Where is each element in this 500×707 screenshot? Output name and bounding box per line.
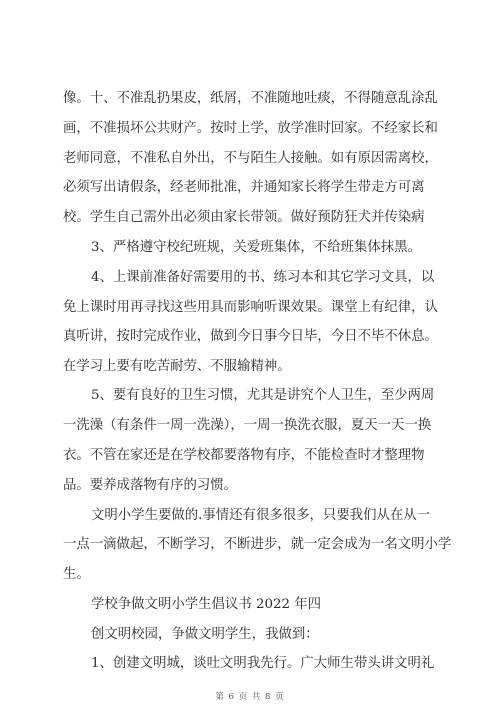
text-line: 一点一滴做起，不断学习，不断进步，就一定会成为一名文明小学 xyxy=(63,537,452,552)
text-line: 1、创建文明城，谈吐文明我先行。广大师生带头讲文明礼 xyxy=(91,656,435,671)
text-line: 5、要有良好的卫生习惯，尤其是讲究个人卫生，至少两周 xyxy=(91,388,435,403)
text-line: 画，不准损坏公共财产。按时上学，放学准时回家。不经家长和 xyxy=(63,121,438,136)
text-line: 创文明校园，争做文明学生，我做到： xyxy=(91,627,319,642)
text-line: 一洗澡（有条件一周一洗澡），一周一换洗衣服，夏天一天一换 xyxy=(63,418,432,433)
text-line: 老师同意，不准私自外出，不与陌生人接触。如有原因需离校， xyxy=(63,151,438,166)
text-line: 真听讲，按时完成作业，做到今日事今日毕，今日不毕不休息。 xyxy=(63,329,438,344)
text-line: 衣。不管在家还是在学校都要落物有序，不能检查时才整理物 xyxy=(63,448,425,463)
text-line: 免上课时用再寻找这些用具而影响听课效果。课堂上有纪律，认 xyxy=(63,300,438,315)
text-line: 文明小学生要做的.事情还有很多很多，只要我们从在从一 xyxy=(91,508,431,523)
text-line: 学校争做文明小学生倡议书 2022 年四 xyxy=(91,597,322,612)
page-footer: 第 6 页 共 8 页 xyxy=(215,692,285,702)
text-line: 生。 xyxy=(63,567,90,582)
text-line: 3、严格遵守校纪班规，关爱班集体，不给班集体抹黑。 xyxy=(91,240,421,255)
text-line: 校。学生自己需外出必须由家长带领。做好预防狂犬并传染病 xyxy=(63,210,425,225)
text-line: 品。要养成落物有序的习惯。 xyxy=(63,478,238,493)
text-line: 4、上课前准备好需要用的书、练习本和其它学习文具，以 xyxy=(91,270,435,285)
text-line: 像。十、不准乱扔果皮，纸屑，不准随地吐痰，不得随意乱涂乱 xyxy=(63,91,438,106)
text-line: 必须写出请假条，经老师批准，并通知家长将学生带走方可离 xyxy=(63,180,425,195)
text-line: 在学习上要有吃苦耐劳、不服输精神。 xyxy=(63,359,291,374)
